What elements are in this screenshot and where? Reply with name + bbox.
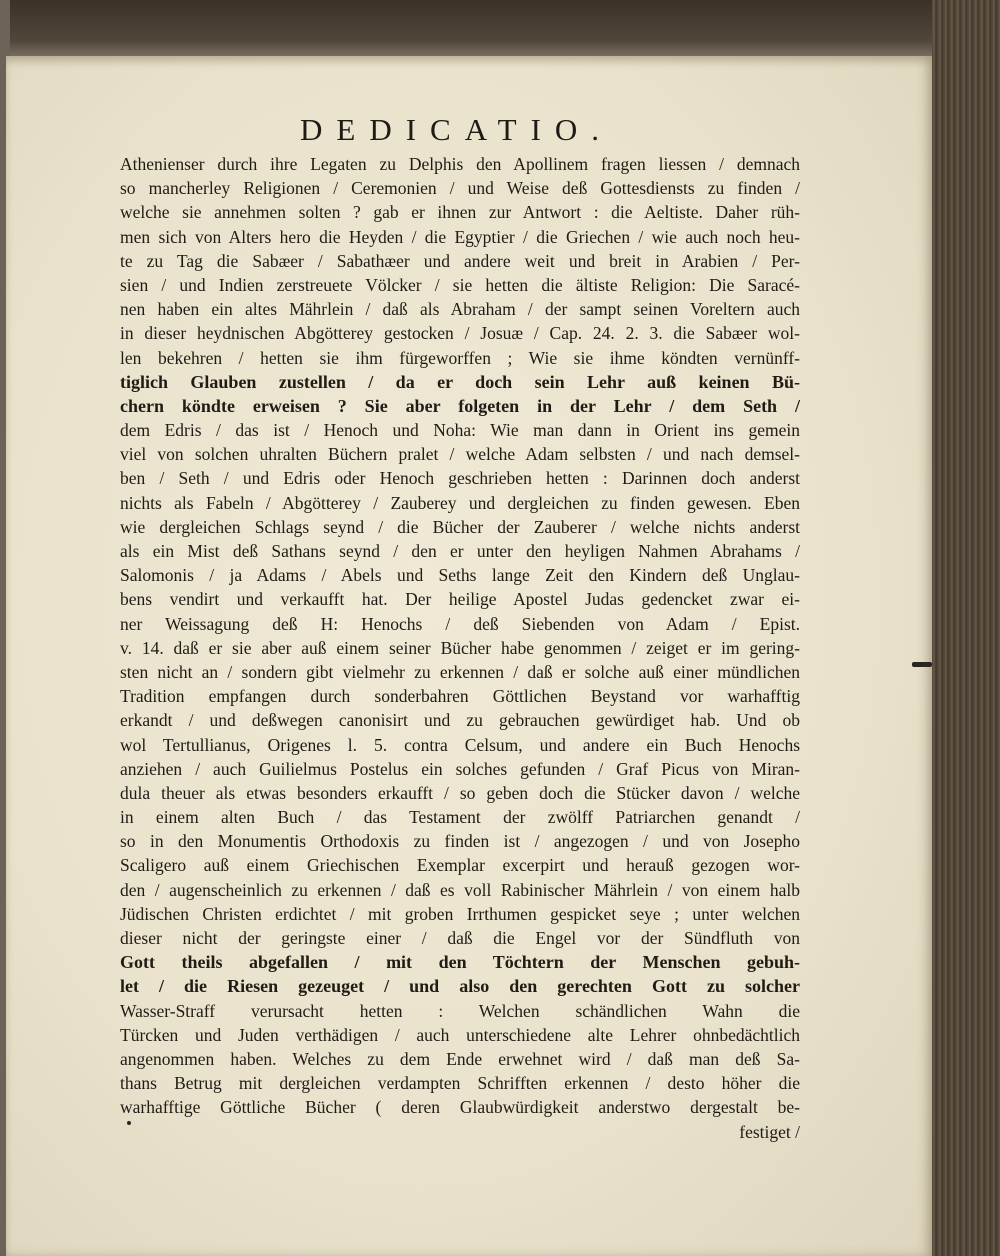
text-line: anziehen / auch Guilielmus Postelus ein solches gefunden / Graf Picus von Miran- xyxy=(120,758,800,779)
text-line: Salomonis / ja Adams / Abels und Seths lange Zeit den Kindern deß Unglau- xyxy=(120,565,800,586)
text-line: bens vendirt und verkaufft hat. Der heilige Apostel Judas gedencket zwar ei- xyxy=(120,589,800,610)
text-line: so in den Monumentis Orthodoxis zu finden ist / angezogen / und von Josepho xyxy=(120,831,800,852)
text-line: Scaligero auß einem Griechischen Exemplar excerpirt und herauß gezogen wor- xyxy=(120,855,800,876)
text-line: let / die Riesen gezeuget / und also den gerechten Gott zu solcher xyxy=(120,976,800,997)
text-line: v. 14. daß er sie aber auß einem seiner Bücher habe genommen / zeiget er im gering- xyxy=(120,637,800,658)
text-line: dieser nicht der geringste einer / daß die Engel vor der Sündfluth von xyxy=(120,928,800,948)
text-line: Tradition empfangen durch sonderbahren Göttlichen Beystand vor warhafftig xyxy=(120,686,800,707)
text-line: Athenienser durch ihre Legaten zu Delphis den Apollinem fragen liessen / demnach xyxy=(120,154,800,174)
page-heading: DEDICATIO. xyxy=(300,112,614,147)
text-line: wie dergleichen Schlags seynd / die Bücher der Zauberer / welche nichts anderst xyxy=(120,516,800,537)
text-line: len bekehren / hetten sie ihm fürgeworffen ; Wie sie ihme köndten vernünff- xyxy=(120,347,800,368)
text-line: welche sie annehmen solten ? gab er ihnen zur Antwort : die Aeltiste. Daher rüh- xyxy=(120,202,800,223)
text-line: wol Tertullianus, Origenes l. 5. contra Celsum, und andere ein Buch Henochs xyxy=(120,734,800,755)
text-line: dem Edris / das ist / Henoch und Noha: Wie man dann in Orient ins gemein xyxy=(120,420,800,441)
book-side-edge xyxy=(932,0,1000,1256)
text-line: Wasser-Straff verursacht hetten : Welchen schändlichen Wahn die xyxy=(120,1000,800,1021)
text-line: Gott theils abgefallen / mit den Töchtern der Menschen gebuh- xyxy=(120,952,800,973)
ink-dot xyxy=(127,1121,131,1125)
text-line: ner Weissagung deß H: Henochs / deß Siebenden von Adam / Epist. xyxy=(120,613,800,634)
text-line: sten nicht an / sondern gibt vielmehr zu erkennen / daß er solche auß einer mündlichen xyxy=(120,661,800,682)
text-line: Türcken und Juden verthädigen / auch unterschiedene alte Lehrer ohnbedächtlich xyxy=(120,1024,800,1045)
text-line: thans Betrug mit dergleichen verdampten Schrifften erkennen / desto höher die xyxy=(120,1073,800,1094)
text-line: viel von solchen uhralten Büchern pralet / welche Adam selbsten / und nach demsel- xyxy=(120,444,800,465)
margin-ink-mark xyxy=(912,662,932,667)
text-line: warhafftige Göttliche Bücher ( deren Glaubwürdigkeit anderstwo dergestalt be- xyxy=(120,1097,800,1118)
book-top-edge xyxy=(10,0,950,58)
body-text xyxy=(120,152,800,1144)
text-line: sien / und Indien zerstreuete Völcker / sie hetten die ältiste Religion: Die Saracé- xyxy=(120,274,800,295)
text-line: den / augenscheinlich zu erkennen / daß es voll Rabinischer Mährlein / von einem halb xyxy=(120,879,800,900)
text-line: so mancherley Religionen / Ceremonien / und Weise deß Gottesdiensts zu finden / xyxy=(120,178,800,199)
text-line: men sich von Alters hero die Heyden / die Egyptier / die Griechen / wie auch noch heu- xyxy=(120,226,800,247)
catchword-line: festiget / xyxy=(739,1121,800,1142)
text-line: Jüdischen Christen erdichtet / mit groben Irrthumen gespicket seye ; unter welchen xyxy=(120,903,800,924)
text-line: als ein Mist deß Sathans seynd / den er unter den heyligen Nahmen Abrahams / xyxy=(120,541,800,561)
text-line: nichts als Fabeln / Abgötterey / Zauberey und dergleichen zu finden gewesen. Eben xyxy=(120,492,800,513)
text-line: chern köndte erweisen ? Sie aber folgeten in der Lehr / dem Seth / xyxy=(120,395,800,416)
text-line: ben / Seth / und Edris oder Henoch geschrieben hetten : Darinnen doch anderst xyxy=(120,468,800,489)
text-line: tiglich Glauben zustellen / da er doch sein Lehr auß keinen Bü- xyxy=(120,371,800,392)
text-line: te zu Tag die Sabæer / Sabathæer und andere weit und breit in Arabien / Per- xyxy=(120,250,800,271)
text-line: angenommen haben. Welches zu dem Ende erwehnet wird / daß man deß Sa- xyxy=(120,1048,800,1069)
text-line: erkandt / und deßwegen canonisirt und zu gebrauchen gewürdiget hab. Und ob xyxy=(120,710,800,731)
text-line: dula theuer als etwas besonders erkaufft / so geben doch die Stücker davon / welche xyxy=(120,782,800,803)
text-line: nen haben ein altes Mährlein / daß als Abraham / der sampt seinen Voreltern auch xyxy=(120,299,800,320)
text-line: in einem alten Buch / das Testament der zwölff Patriarchen genandt / xyxy=(120,807,800,828)
text-line: in dieser heydnischen Abgötterey gestocken / Josuæ / Cap. 24. 2. 3. die Sabæer wol- xyxy=(120,323,800,344)
